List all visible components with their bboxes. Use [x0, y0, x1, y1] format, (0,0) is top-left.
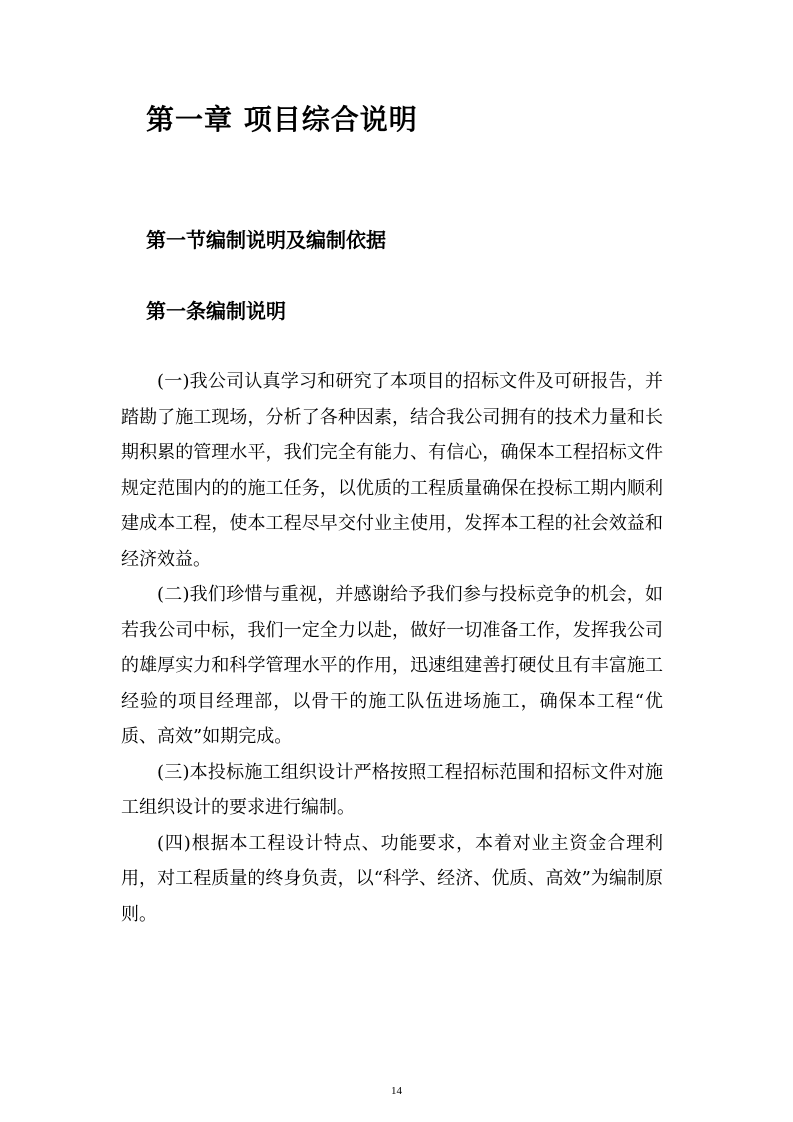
paragraph-4: (四)根据本工程设计特点、功能要求，本着对业主资金合理利用，对工程质量的终身负责，以“科学、经济、优质、高效”为编制原则。	[121, 832, 663, 925]
article-title: 第一条编制说明	[146, 299, 286, 323]
page-number: 14	[391, 1085, 402, 1097]
paragraph-3: (三)本投标施工组织设计严格按照工程招标范围和招标文件对施工组织设计的要求进行编制。	[121, 761, 663, 818]
paragraph-2: (二)我们珍惜与重视，并感谢给予我们参与投标竞争的机会，如若我公司中标，我们一定全力以赴，做好一切准备工作，发挥我公司的雄厚实力和科学管理水平的作用，迅速组建善打硬仗且有丰富施工经验的项目经理部，以骨干的施工队伍进场施工，确保本工程“优质、高效”如期完成。	[121, 584, 663, 747]
paragraph-1: (一)我公司认真学习和研究了本项目的招标文件及可研报告，并踏勘了施工现场，分析了各种因素，结合我公司拥有的技术力量和长期积累的管理水平，我们完全有能力、有信心，确保本工程招标文件规定范围内的的施工任务，以优质的工程质量确保在投标工期内顺利建成本工程，使本工程尽早交付业主使用，发挥本工程的社会效益和经济效益。	[121, 371, 663, 570]
section-title: 第一节编制说明及编制依据	[146, 228, 386, 252]
body-text	[121, 364, 663, 932]
chapter-title: 第一章 项目综合说明	[146, 103, 418, 136]
